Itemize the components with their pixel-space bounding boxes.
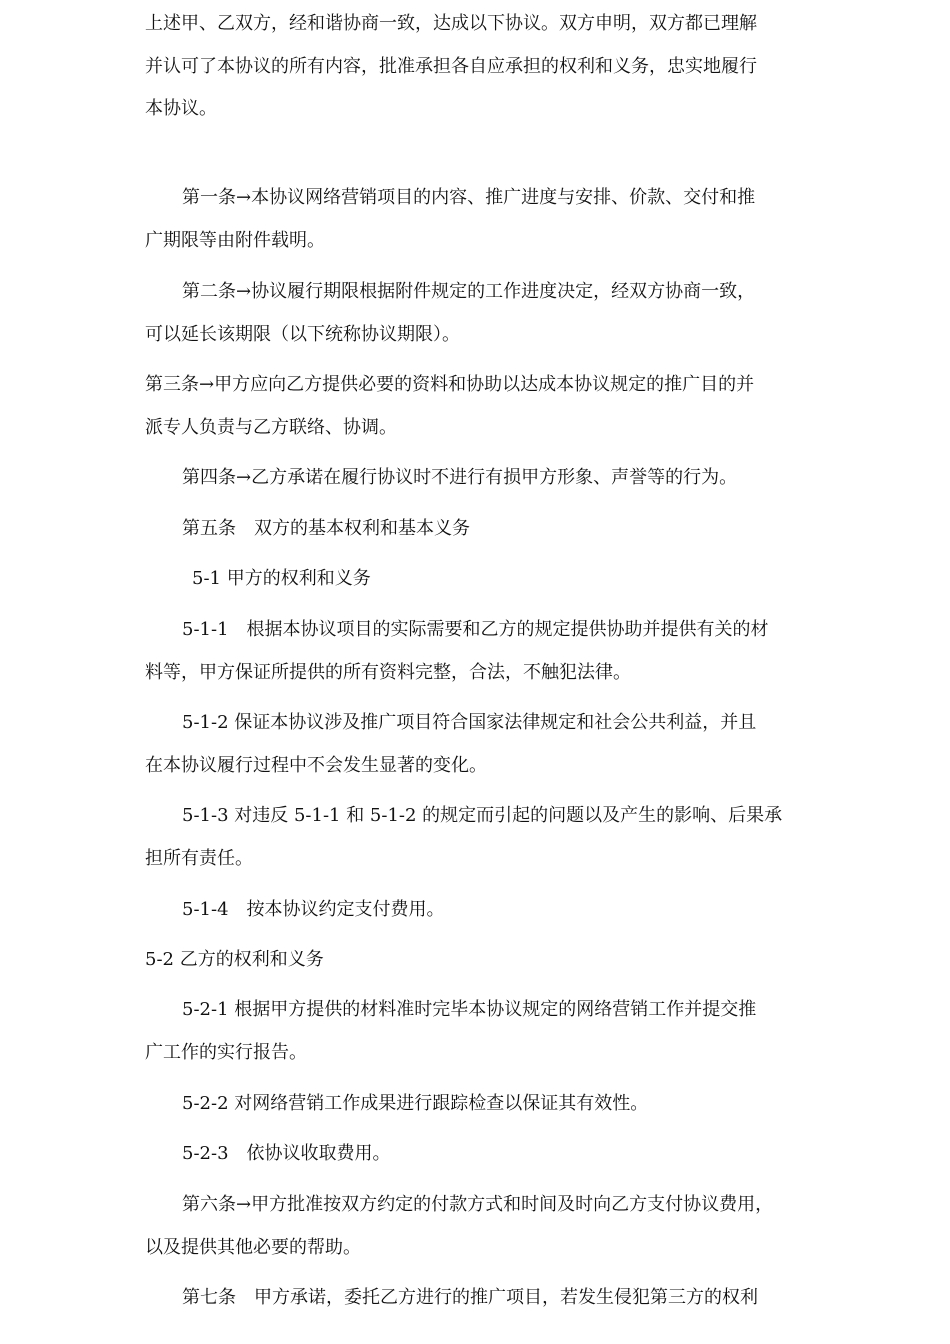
text-line: 5-2 乙方的权利和义务 [145, 949, 324, 970]
text-line: 第四条→乙方承诺在履行协议时不进行有损甲方形象、声誉等的行为。 [182, 467, 738, 488]
text-line: 第六条→甲方批准按双方约定的付款方式和时间及时向乙方支付协议费用， [182, 1194, 774, 1215]
text-line: 第一条→本协议网络营销项目的内容、推广进度与安排、价款、交付和推 [182, 187, 756, 208]
text-line: 本协议。 [145, 98, 217, 119]
text-line: 派专人负责与乙方联络、协调。 [145, 417, 397, 438]
text-line: 广期限等由附件载明。 [145, 230, 325, 251]
text-line: 第七条 甲方承诺，委托乙方进行的推广项目，若发生侵犯第三方的权利 [182, 1287, 758, 1308]
text-line: 以及提供其他必要的帮助。 [145, 1237, 361, 1258]
text-line: 第五条 双方的基本权利和基本义务 [182, 518, 470, 539]
text-line: 5-2-3 依协议收取费用。 [182, 1143, 391, 1164]
text-line: 上述甲、乙双方，经和谐协商一致，达成以下协议。双方申明，双方都已理解 [145, 13, 757, 34]
text-line: 可以延长该期限（以下统称协议期限）。 [145, 324, 460, 345]
text-line: 第二条→协议履行期限根据附件规定的工作进度决定，经双方协商一致， [182, 281, 756, 302]
text-line: 5-1-3 对违反 5-1-1 和 5-1-2 的规定而引起的问题以及产生的影响、后果承 [182, 805, 783, 826]
text-line: 料等，甲方保证所提供的所有资料完整，合法，不触犯法律。 [145, 662, 631, 683]
text-line: 在本协议履行过程中不会发生显著的变化。 [145, 755, 487, 776]
text-line: 5-1-2 保证本协议涉及推广项目符合国家法律规定和社会公共利益，并且 [182, 712, 757, 733]
text-line: 第三条→甲方应向乙方提供必要的资料和协助以达成本协议规定的推广目的并 [145, 374, 755, 395]
text-line: 5-1-4 按本协议约定支付费用。 [182, 899, 445, 920]
text-line: 5-2-1 根据甲方提供的材料准时完毕本协议规定的网络营销工作并提交推 [182, 999, 757, 1020]
text-line: 5-1 甲方的权利和义务 [192, 568, 371, 589]
text-line: 5-1-1 根据本协议项目的实际需要和乙方的规定提供协助并提供有关的材 [182, 619, 769, 640]
text-line: 担所有责任。 [145, 848, 253, 869]
text-line: 广工作的实行报告。 [145, 1042, 307, 1063]
text-line: 并认可了本协议的所有内容，批准承担各自应承担的权利和义务，忠实地履行 [145, 56, 757, 77]
text-line: 5-2-2 对网络营销工作成果进行跟踪检查以保证其有效性。 [182, 1093, 649, 1114]
